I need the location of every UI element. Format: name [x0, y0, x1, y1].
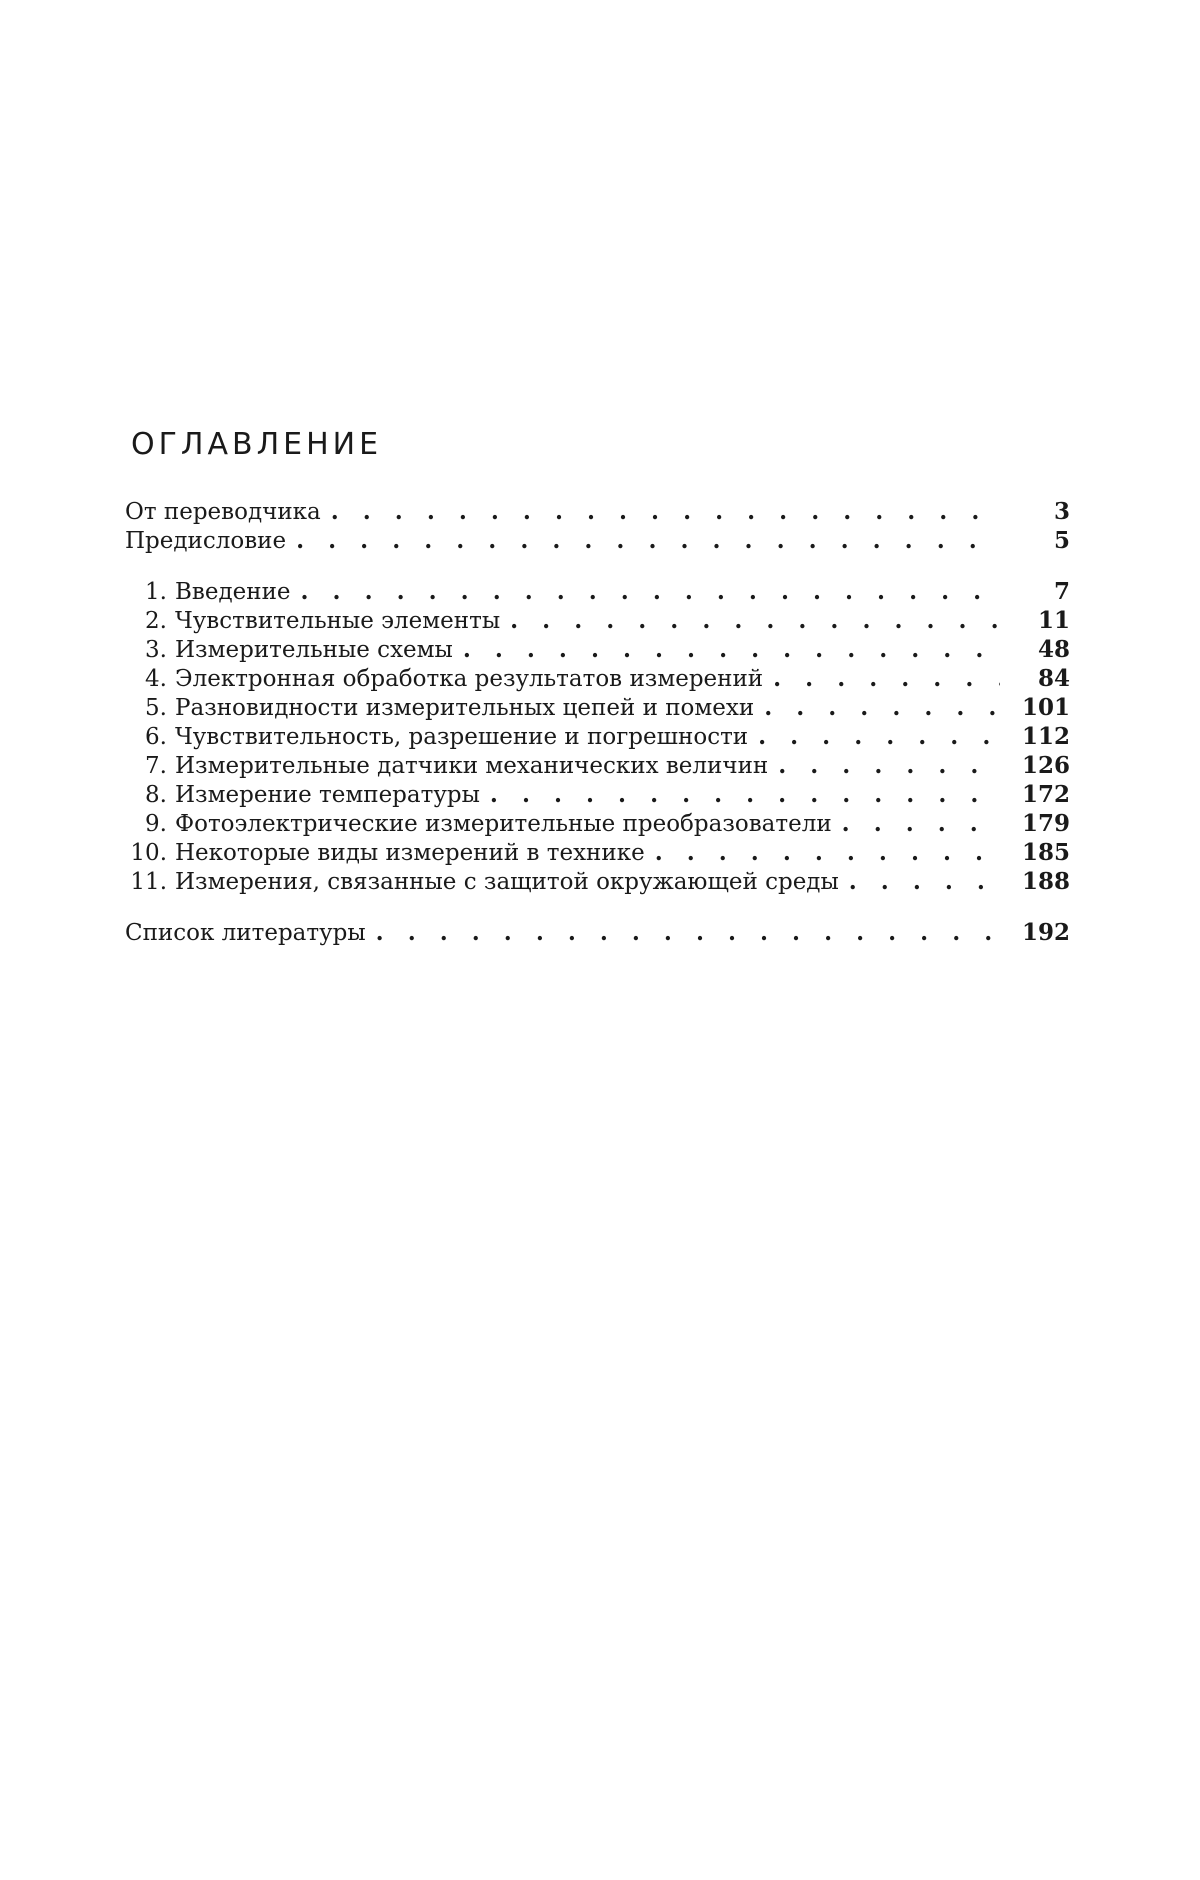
- chapter-number: 10.: [130, 840, 167, 866]
- chapter-number: 8.: [145, 782, 167, 808]
- dot-leader: [463, 635, 1000, 665]
- chapter-page: 179: [1021, 810, 1070, 837]
- chapter-page: 101: [1021, 694, 1070, 721]
- chapter-title: Измерения, связанные с защитой окружающей среды: [175, 869, 839, 895]
- dot-leader: [510, 606, 1000, 636]
- dot-leader: [490, 780, 1000, 810]
- toc-entry-front-2: [125, 526, 1070, 555]
- toc-entry-chapter-3: [125, 635, 1070, 664]
- chapter-title: Разновидности измерительных цепей и помехи: [175, 695, 755, 721]
- chapter-number: 5.: [145, 695, 167, 721]
- chapter-number: 7.: [145, 753, 167, 779]
- chapter-title: Введение: [175, 579, 291, 605]
- toc-entry-chapter-11: [125, 867, 1070, 896]
- chapter-page: 11: [1037, 607, 1070, 634]
- chapter-page: 188: [1021, 868, 1070, 895]
- dot-leader: [773, 664, 1000, 694]
- dot-leader: [301, 577, 1000, 607]
- toc-entry-page: 3: [1053, 498, 1070, 525]
- dot-leader: [331, 497, 1000, 527]
- chapter-title: Фотоэлектрические измерительные преобразователи: [175, 811, 832, 837]
- chapter-page: 126: [1021, 752, 1070, 779]
- toc-entry-chapter-7: [125, 751, 1070, 780]
- chapter-number: 11.: [130, 869, 167, 895]
- dot-leader: [764, 693, 1000, 723]
- toc-entry-chapter-6: [125, 722, 1070, 751]
- toc-entry-bibliography: [125, 918, 1070, 947]
- dot-leader: [849, 867, 1000, 897]
- chapter-page: 112: [1021, 723, 1070, 750]
- table-of-contents: [125, 497, 1070, 947]
- toc-title: ОГЛАВЛЕНИЕ: [131, 427, 383, 462]
- chapter-number: 9.: [145, 811, 167, 837]
- toc-entry-chapter-10: [125, 838, 1070, 867]
- chapter-title: Измерительные схемы: [175, 637, 453, 663]
- toc-entry-page: 5: [1053, 527, 1070, 554]
- dot-leader: [655, 838, 1000, 868]
- chapter-page: 48: [1037, 636, 1070, 663]
- dot-leader: [758, 722, 1000, 752]
- chapter-number: 4.: [145, 666, 167, 692]
- toc-entry-chapter-2: [125, 606, 1070, 635]
- dot-leader: [778, 751, 1000, 781]
- toc-entry-chapter-8: [125, 780, 1070, 809]
- toc-entry-label: От переводчика: [125, 499, 321, 525]
- chapter-title: Измерение температуры: [175, 782, 480, 808]
- toc-entry-page: 192: [1021, 919, 1070, 946]
- chapter-page: 84: [1037, 665, 1070, 692]
- toc-entry-front-1: [125, 497, 1070, 526]
- toc-entry-chapter-5: [125, 693, 1070, 722]
- toc-entry-chapter-1: [125, 577, 1070, 606]
- chapter-title: Чувствительность, разрешение и погрешности: [175, 724, 749, 750]
- chapter-page: 172: [1021, 781, 1070, 808]
- toc-entry-chapter-4: [125, 664, 1070, 693]
- dot-leader: [842, 809, 1000, 839]
- toc-entry-label: Предисловие: [125, 528, 287, 554]
- dot-leader: [296, 526, 1000, 556]
- chapter-page: 7: [1053, 578, 1070, 605]
- chapter-number: 1.: [145, 579, 167, 605]
- chapter-title: Чувствительные элементы: [175, 608, 501, 634]
- chapter-page: 185: [1021, 839, 1070, 866]
- chapter-title: Некоторые виды измерений в технике: [175, 840, 645, 866]
- chapter-number: 3.: [145, 637, 167, 663]
- chapter-title: Измерительные датчики механических величин: [175, 753, 769, 779]
- dot-leader: [376, 918, 1000, 948]
- chapter-number: 2.: [145, 608, 167, 634]
- chapter-title: Электронная обработка результатов измерений: [175, 666, 764, 692]
- toc-entry-label: Список литературы: [125, 920, 366, 946]
- chapter-number: 6.: [145, 724, 167, 750]
- toc-entry-chapter-9: [125, 809, 1070, 838]
